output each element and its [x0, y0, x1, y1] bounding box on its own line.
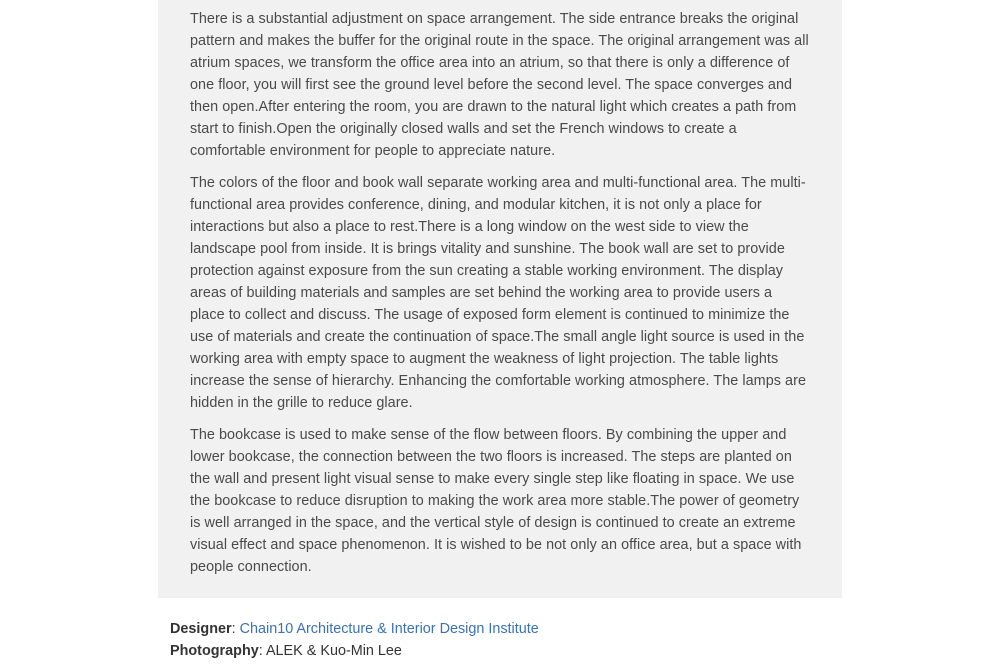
designer-label: Designer: [170, 621, 232, 637]
article-paragraph-1: There is a substantial adjustment on space arrangement. The side entrance breaks the original pattern and makes the buffer for the original route in the space. The original arrangement was all atrium spaces, we transform the office area into an atrium, so that there is only a difference of one floor, you will first see the ground level before the second level. The space converges and then open.After entering the room, you are drawn to the natural light which creates a path from start to finish.Open the originally closed walls and set the French windows to create a comfortable environment for people to appreciate nature.: [190, 11, 809, 159]
credits-block: [170, 618, 870, 662]
photography-label: Photography: [170, 643, 259, 659]
photography-value: ALEK & Kuo-Min Lee: [265, 643, 402, 659]
designer-separator: :: [231, 621, 240, 637]
designer-credit: [170, 618, 870, 640]
article-paragraph-2: The colors of the floor and book wall separate working area and multi-functional area. The multi-functional area provides conference, dining, and modular kitchen, it is not only a place for interactions but also a place to rest.There is a long window on the west side to view the landscape pool from inside. It is brings vitality and sunshine. The book wall are set to provide protection against exposure from the sun creating a stable working environment. The display areas of building materials and samples are set behind the working area to provide users a place to collect and discuss. The usage of exposed form element is continued to minimize the use of materials and create the continuation of space.The small angle light source is used in the working area with empty space to augment the weakness of light projection. The table lights increase the sense of hierarchy. Enhancing the comfortable working atmosphere. The lamps are hidden in the grille to reduce glare.: [190, 175, 806, 411]
designer-link[interactable]: Chain10 Architecture & Interior Design Institute: [239, 621, 539, 637]
article-text-box: [158, 0, 842, 598]
photography-credit: [170, 640, 870, 662]
photography-separator: :: [258, 643, 266, 659]
article-paragraph-3: The bookcase is used to make sense of the flow between floors. By combining the upper and lower bookcase, the connection between the two floors is increased. The steps are planted on the wall and present light visual sense to make every single step like floating in space. We use the bookcase to reduce disruption to making the work area more stable.The power of geometry is well arranged in the space, and the vertical style of design is continued to create an extreme visual effect and space phenomenon. It is wished to be not only an office area, but a space with people connection.: [190, 427, 802, 575]
